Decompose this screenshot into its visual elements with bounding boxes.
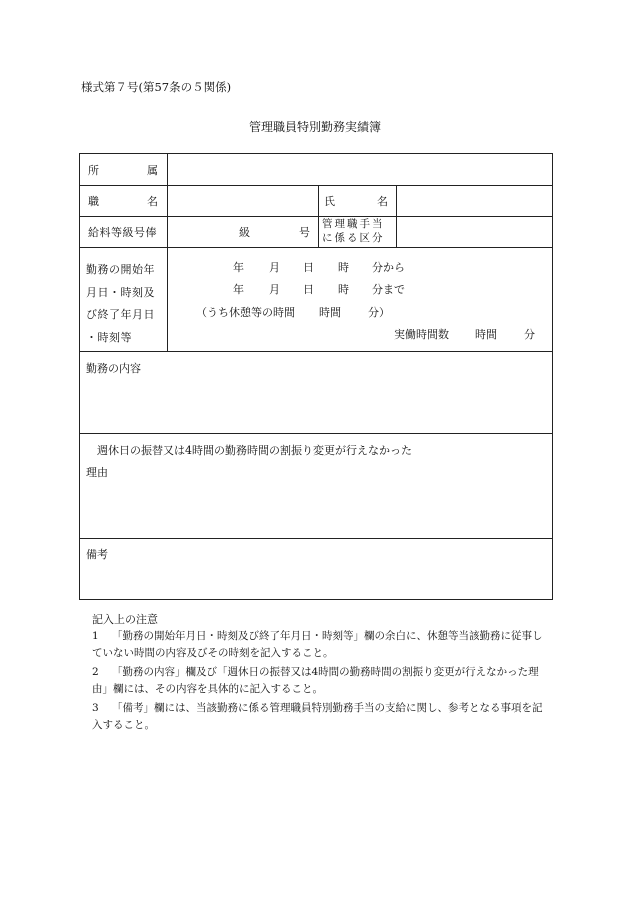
column-divider [318, 185, 319, 247]
page-title: 管理職員特別勤務実績簿 [248, 120, 381, 134]
salary-grade-label: 給料等級号俸 [88, 226, 157, 239]
row-divider [80, 247, 552, 248]
work-content-label: 勤務の内容 [86, 362, 141, 375]
reason-label-line1: 週休日の振替又は4時間の勤務時間の割振り変更が行えなかった [97, 444, 412, 457]
name-label: 氏 名 [324, 195, 388, 208]
label-column-divider [167, 154, 168, 351]
row-divider [80, 433, 552, 434]
grade-go-unit: 号 [299, 226, 310, 239]
grade-kyu-unit: 級 [239, 226, 250, 239]
row-divider [80, 538, 552, 539]
remarks-label: 備考 [86, 548, 108, 561]
row-divider [80, 185, 552, 186]
row-divider [80, 351, 552, 352]
note-item: 3 「備考」欄には、当該勤務に係る管理職員特別勤務手当の支給に関し、参考となる事項を記入すること。 [92, 702, 543, 731]
form-number: 様式第７号(第57条の５関係) [81, 80, 232, 94]
note-item: 2 「勤務の内容」欄及び「週休日の振替又は4時間の勤務時間の割振り変更が行えなかった理由」欄には、その内容を具体的に記入すること。 [92, 666, 539, 695]
position-label: 職 名 [88, 195, 158, 208]
column-divider [396, 185, 397, 247]
work-period-label: 勤務の開始年 月日・時刻及 び終了年月日 ・時刻等 [86, 263, 155, 344]
notes-title: 記入上の注意 [92, 613, 158, 626]
allowance-category-label: 管理職手当 に係る区分 [322, 218, 385, 244]
affiliation-label: 所 属 [88, 164, 158, 177]
note-item: 1 「勤務の開始年月日・時刻及び終了年月日・時刻等」欄の余白に、休憩等当該勤務に従事していない時間の内容及びその時刻を記入すること。 [92, 630, 543, 659]
reason-label-line2: 理由 [86, 466, 108, 479]
record-table: 所 属 職 名 氏 名 給料等級号俸 級 号 管理職手当 に係る区分 勤務の開始年 月日・時刻及 び終了年月日 ・時刻等 年 月 日 時 分から 年 月 日 時 分まで （うち休憩等の時間 時間 分） 実働時間数 時間 分 勤務の内容 週休日の振替又は4時間の勤務時間の割振り変更が行えなかった 理由 備考 [79, 153, 553, 600]
row-divider [80, 216, 552, 217]
